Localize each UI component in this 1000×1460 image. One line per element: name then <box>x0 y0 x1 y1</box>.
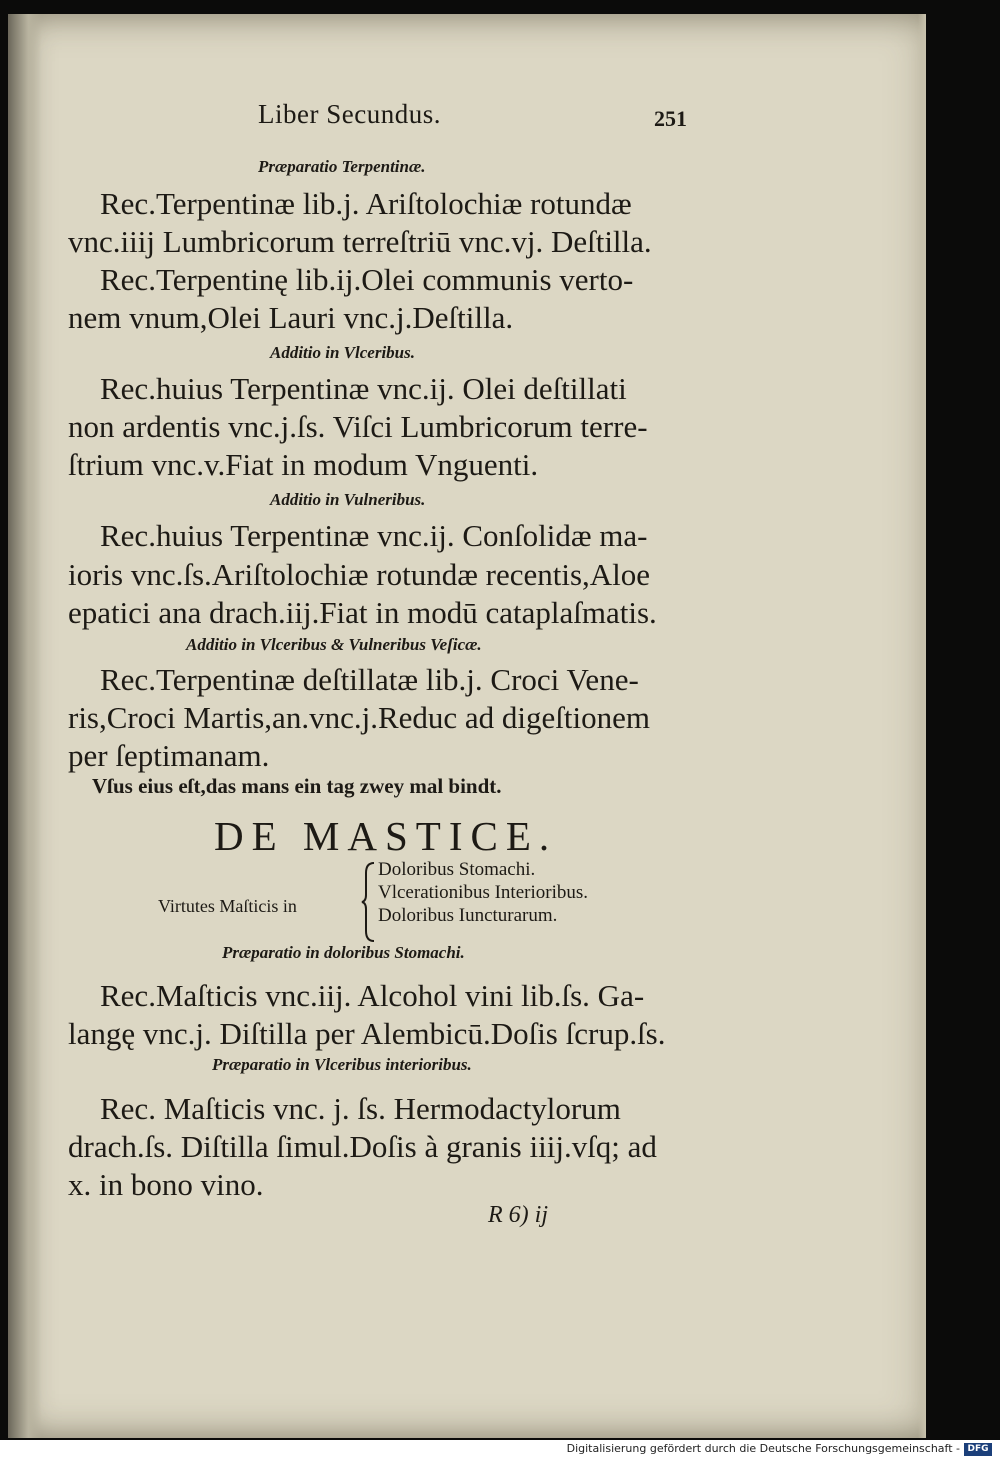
text-line: vnc.iiij Lumbricorum terreſtriū vnc.vj. Deſtilla. <box>68 224 652 259</box>
text-line: ioris vnc.ſs.Ariſtolochiæ rotundæ recentis,Aloe <box>68 557 651 592</box>
text-line: non ardentis vnc.j.ſs. Viſci Lumbricorum terre- <box>68 409 648 444</box>
section-heading-de-mastice: DE MASTICE. <box>214 813 558 859</box>
text-line: drach.ſs. Diſtilla ſimul.Doſis à granis iiij.vſq; ad <box>68 1129 657 1164</box>
section-title-praeparatio-interioribus: Præparatio in Vlceribus interioribus. <box>212 1055 472 1074</box>
text-line: epatici ana drach.iij.Fiat in modū cataplaſmatis. <box>68 595 657 630</box>
text-line: langę vnc.j. Diſtilla per Alembicū.Doſis ſcrup.ſs. <box>68 1016 666 1051</box>
virtutes-item: Doloribus Stomachi. <box>378 859 536 880</box>
text-line: per ſeptimanam. <box>68 738 270 773</box>
section-title-additio-ulceribus: Additio in Vlceribus. <box>270 343 415 362</box>
usus-line: Vſus eius eſt,das mans ein tag zwey mal bindt. <box>92 774 502 798</box>
text-line: x. in bono vino. <box>68 1167 264 1202</box>
book-page <box>8 14 926 1438</box>
brace-glyph <box>360 861 378 943</box>
text-line: Rec.Terpentinę lib.ij.Olei communis verto- <box>100 262 634 297</box>
page-number: 251 <box>654 106 687 131</box>
page-gutter-shadow <box>8 14 42 1438</box>
virtutes-item: Vlcerationibus Interioribus. <box>378 882 589 903</box>
text-line: ris,Croci Martis,an.vnc.j.Reduc ad digeſtionem <box>68 700 650 735</box>
section-title-additio-vesicae: Additio in Vlceribus & Vulneribus Veſicæ. <box>186 635 482 654</box>
dfg-logo: DFG <box>964 1443 992 1456</box>
footer-bar <box>0 1440 1000 1460</box>
running-head: Liber Secundus. <box>258 99 441 129</box>
section-title-praeparatio-terpentinae: Præparatio Terpentinæ. <box>258 157 426 176</box>
text-line: Rec.Maſticis vnc.iij. Alcohol vini lib.ſs. Ga- <box>100 978 645 1013</box>
footer-credit: Digitalisierung gefördert durch die Deutsche Forschungsgemeinschaft - <box>566 1442 960 1455</box>
text-line: ſtrium vnc.v.Fiat in modum Vnguenti. <box>68 447 539 482</box>
text-line: Rec.huius Terpentinæ vnc.ij. Conſolidæ ma- <box>100 518 648 553</box>
text-line: Rec.Terpentinæ lib.j. Ariſtolochiæ rotundæ <box>100 186 632 221</box>
text-line: Rec.huius Terpentinæ vnc.ij. Olei deſtillati <box>100 371 627 406</box>
section-title-additio-vulneribus: Additio in Vulneribus. <box>270 490 426 509</box>
virtutes-item: Doloribus Iuncturarum. <box>378 905 558 926</box>
page-edge <box>918 14 926 1438</box>
virtutes-label: Virtutes Maſticis in <box>158 896 297 916</box>
section-title-praeparatio-stomachi: Præparatio in doloribus Stomachi. <box>222 943 465 962</box>
signature-mark: R 6) ij <box>488 1202 548 1228</box>
text-line: Rec. Maſticis vnc. j. ſs. Hermodactylorum <box>100 1091 621 1126</box>
text-line: Rec.Terpentinæ deſtillatæ lib.j. Croci Vene- <box>100 662 639 697</box>
text-line: nem vnum,Olei Lauri vnc.j.Deſtilla. <box>68 300 514 335</box>
